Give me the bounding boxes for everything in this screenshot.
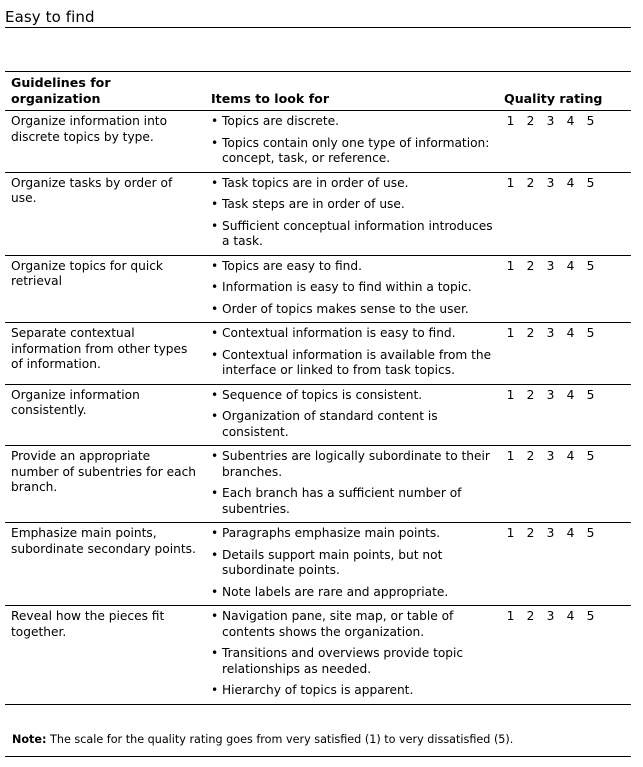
checklist-item: • Each branch has a sufficient number of subentries. [211, 486, 493, 517]
footnote [12, 733, 513, 746]
guidelines-table [5, 72, 631, 705]
rating-option[interactable]: 1 [506, 526, 515, 540]
checklist-item: • Organization of standard content is consistent. [211, 409, 493, 440]
guideline-cell: Organize information into discrete topics by type. [5, 111, 205, 173]
rating-option[interactable]: 2 [526, 326, 535, 340]
rating-scale [504, 259, 626, 275]
items-cell [205, 523, 498, 606]
checklist-item: • Topics are easy to find. [211, 259, 493, 275]
rating-scale [504, 449, 626, 465]
rating-option[interactable]: 5 [586, 387, 595, 402]
rating-scale [504, 388, 626, 404]
guideline-cell: Separate contextual information from other types of information. [5, 323, 205, 385]
checklist-item: • Topics are discrete. [211, 114, 493, 130]
checklist-item: • Information is easy to find within a topic. [211, 280, 493, 296]
guideline-cell: Organize topics for quick retrieval [5, 255, 205, 323]
rating-option[interactable]: 5 [586, 258, 595, 273]
checklist-item: • Order of topics makes sense to the user. [211, 302, 493, 318]
rating-scale [504, 526, 626, 542]
table-row [5, 384, 631, 446]
guideline-cell: Provide an appropriate number of subentries for each branch. [5, 446, 205, 523]
items-cell [205, 323, 498, 385]
rating-option[interactable]: 2 [526, 526, 535, 540]
rating-option[interactable]: 4 [566, 326, 575, 340]
items-cell [205, 446, 498, 523]
rating-option[interactable]: 1 [506, 175, 515, 190]
section-title: Easy to find [5, 8, 95, 26]
rating-option[interactable]: 1 [506, 387, 515, 402]
rating-option[interactable]: 2 [526, 114, 535, 128]
rating-option[interactable]: 5 [586, 175, 595, 190]
rating-option[interactable]: 1 [506, 326, 515, 340]
table-row [5, 255, 631, 323]
header-guidelines: Guidelines for organization [5, 72, 205, 111]
guideline-cell: Organize tasks by order of use. [5, 172, 205, 255]
rating-option[interactable]: 3 [546, 326, 555, 340]
rating-option[interactable]: 1 [506, 114, 515, 128]
rating-option[interactable]: 4 [566, 449, 575, 463]
rating-scale [504, 114, 626, 130]
table-row [5, 606, 631, 705]
rating-cell [498, 172, 631, 255]
note-label: Note: [12, 733, 47, 746]
checklist-item: • Contextual information is available from the interface or linked to from task topics. [211, 348, 493, 379]
rating-option[interactable]: 4 [566, 609, 575, 623]
checklist-item: • Note labels are rare and appropriate. [211, 585, 493, 601]
table-row [5, 172, 631, 255]
rating-scale [504, 326, 626, 342]
rating-option[interactable]: 2 [526, 449, 535, 463]
table-bottom-divider [5, 756, 631, 757]
rating-option[interactable]: 3 [546, 449, 555, 463]
rating-option[interactable]: 3 [546, 387, 555, 402]
rating-cell [498, 446, 631, 523]
checklist-item: • Navigation pane, site map, or table of contents shows the organization. [211, 609, 493, 640]
guideline-cell: Emphasize main points, subordinate secondary points. [5, 523, 205, 606]
rating-cell [498, 111, 631, 173]
items-cell [205, 606, 498, 705]
rating-cell [498, 384, 631, 446]
rating-cell [498, 255, 631, 323]
rating-option[interactable]: 5 [586, 326, 595, 340]
table-row [5, 523, 631, 606]
guideline-cell: Organize information consistently. [5, 384, 205, 446]
rating-option[interactable]: 3 [546, 258, 555, 273]
guideline-cell: Reveal how the pieces fit together. [5, 606, 205, 705]
rating-option[interactable]: 4 [566, 175, 575, 190]
rating-option[interactable]: 4 [566, 258, 575, 273]
rating-option[interactable]: 5 [586, 114, 595, 128]
note-text: The scale for the quality rating goes from very satisfied (1) to very dissatisfied (5). [50, 733, 514, 746]
rating-scale [504, 609, 626, 625]
rating-option[interactable]: 5 [586, 526, 595, 540]
rating-option[interactable]: 1 [506, 609, 515, 623]
rating-option[interactable]: 4 [566, 526, 575, 540]
table-row [5, 323, 631, 385]
rating-option[interactable]: 4 [566, 114, 575, 128]
items-cell [205, 384, 498, 446]
rating-option[interactable]: 2 [526, 387, 535, 402]
checklist-item: • Task topics are in order of use. [211, 176, 493, 192]
rating-option[interactable]: 3 [546, 609, 555, 623]
table-row [5, 111, 631, 173]
checklist-item: • Topics contain only one type of information: concept, task, or reference. [211, 136, 493, 167]
rating-scale [504, 176, 626, 192]
checklist-item: • Details support main points, but not subordinate points. [211, 548, 493, 579]
checklist-item: • Sufficient conceptual information introduces a task. [211, 219, 493, 250]
title-divider [5, 27, 631, 28]
rating-option[interactable]: 3 [546, 114, 555, 128]
rating-option[interactable]: 2 [526, 175, 535, 190]
checklist-item: • Paragraphs emphasize main points. [211, 526, 493, 542]
table-header-row [5, 72, 631, 111]
rating-option[interactable]: 5 [586, 609, 595, 623]
rating-option[interactable]: 2 [526, 258, 535, 273]
rating-option[interactable]: 3 [546, 526, 555, 540]
checklist-item: • Subentries are logically subordinate to their branches. [211, 449, 493, 480]
table-row [5, 446, 631, 523]
rating-option[interactable]: 5 [586, 449, 595, 463]
header-rating: Quality rating [498, 72, 631, 111]
checklist-item: • Task steps are in order of use. [211, 197, 493, 213]
rating-cell [498, 523, 631, 606]
rating-cell [498, 323, 631, 385]
rating-option[interactable]: 1 [506, 449, 515, 463]
checklist-item: • Transitions and overviews provide topic relationships as needed. [211, 646, 493, 677]
checklist-item: • Sequence of topics is consistent. [211, 388, 493, 404]
rating-option[interactable]: 2 [526, 609, 535, 623]
checklist-item: • Hierarchy of topics is apparent. [211, 683, 493, 699]
rating-option[interactable]: 1 [506, 258, 515, 273]
table-body [5, 111, 631, 705]
header-items: Items to look for [205, 72, 498, 111]
items-cell [205, 255, 498, 323]
items-cell [205, 111, 498, 173]
rating-option[interactable]: 3 [546, 175, 555, 190]
items-cell [205, 172, 498, 255]
rating-option[interactable]: 4 [566, 387, 575, 402]
rating-cell [498, 606, 631, 705]
checklist-item: • Contextual information is easy to find. [211, 326, 493, 342]
